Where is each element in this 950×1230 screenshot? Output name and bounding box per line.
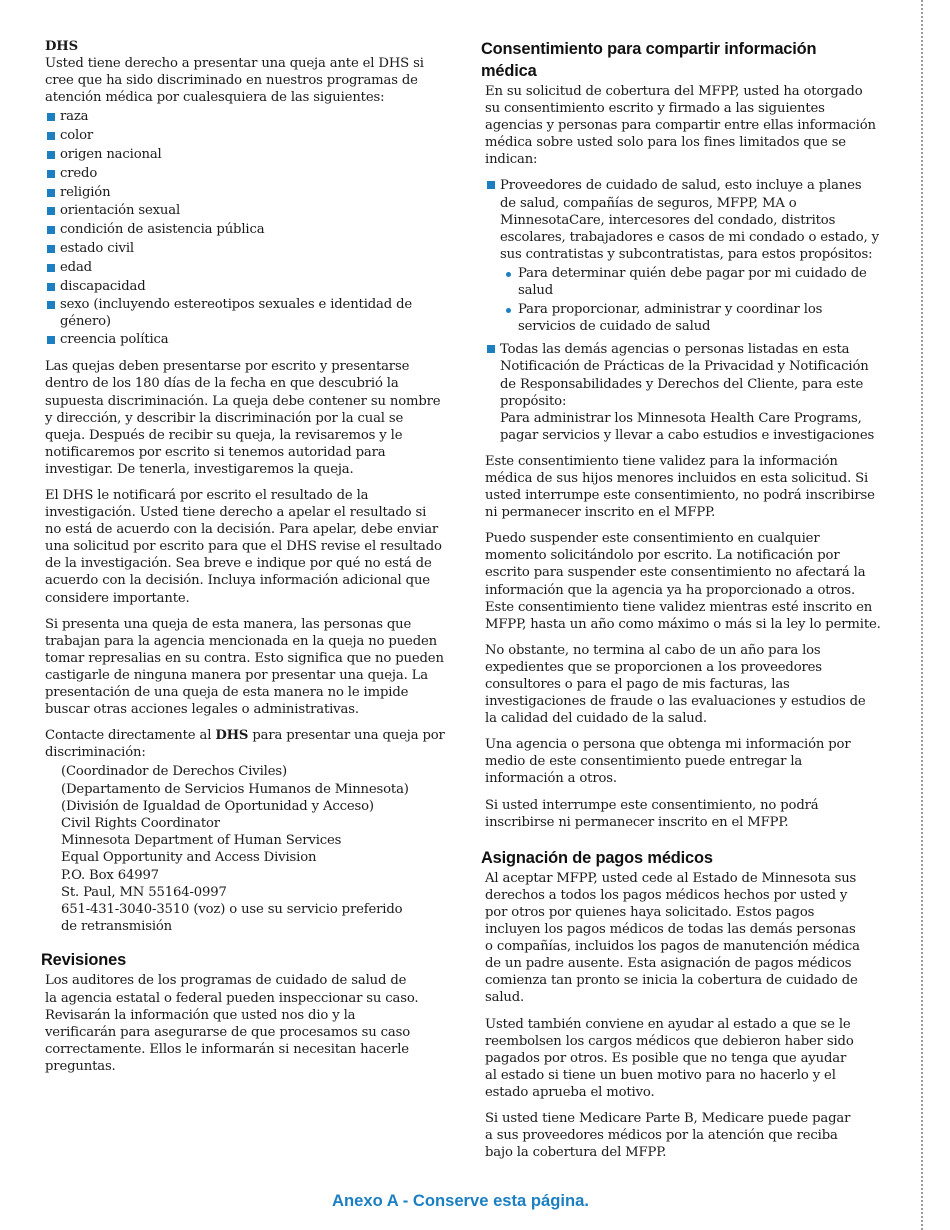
providers-text: Proveedores de cuidado de salud, esto incluye a planes de salud, compañías de seguros, MFPP, MA o MinnesotaCare, intercesores del condado, distritos escolares, trabajadores e casos de mi condado o estado, y sus contratistas y subcontratistas, para estos propósitos: <box>500 178 879 262</box>
consent-paragraph: Este consentimiento tiene validez para la información médica de sus hijos menores incluidos en esta solicitud. Si usted interrumpe este consentimiento, no podrá inscribirse ni permanecer inscrito en el MFPP. <box>485 453 875 521</box>
right-column <box>481 38 881 1170</box>
address-line: (Coordinador de Derechos Civiles) <box>61 764 287 780</box>
list-item: condición de asistencia pública <box>45 221 445 240</box>
perforation-line <box>921 0 923 1230</box>
phone-line: 651-431-3040-3510 (voz) o use su servicio preferido de retransmisión <box>61 902 403 935</box>
dhs-intro: Usted tiene derecho a presentar una queja ante el DHS si cree que ha sido discriminado en nuestros programas de atención médica por cualesquiera de las siguientes: <box>45 56 424 106</box>
consent-paragraph: Si usted interrumpe este consentimiento, no podrá inscribirse ni permanecer inscrito en el MFPP. <box>485 797 819 830</box>
contact-agency: DHS <box>215 728 249 744</box>
list-item: color <box>45 127 445 146</box>
contact-text-post: para presentar una queja por discriminación: <box>45 728 445 761</box>
providers-purposes-list <box>500 265 881 335</box>
assignment-paragraph: Al aceptar MFPP, usted cede al Estado de Minnesota sus derechos a todos los pagos médicos hechos por usted y por otros por quienes haya solicitado. Estos pagos incluyen los pagos médicos de todas las demás personas o compañías, incluidos los pagos de manutención médica de un padre ausente. Esta asignación de pagos médicos comienza tan pronto se inicia la cobertura de cuidado de salud. <box>485 870 860 1006</box>
consent-paragraph: Puedo suspender este consentimiento en cualquier momento solicitándolo por escrito. La notificación por escrito para suspender este consentimiento no afectará la información que la agencia ya ha proporcionado a otros. Este consentimiento tiene validez mientras esté inscrito en MFPP, hasta un año como máximo o más si la ley lo permite. <box>485 531 881 632</box>
assignment-heading: Asignación de pagos médicos <box>481 848 713 867</box>
consent-intro: En su solicitud de cobertura del MFPP, usted ha otorgado su consentimiento escrito y firmado a las siguientes agencias y personas para compartir entre ellas información médica sobre usted solo para los fines limitados que se indican: <box>485 84 876 168</box>
dhs-label: DHS <box>45 39 78 54</box>
list-item-providers <box>485 177 881 335</box>
contact-text-pre: Contacte directamente al <box>45 728 216 744</box>
consent-parties-list <box>485 177 881 443</box>
list-item: religión <box>45 184 445 203</box>
consent-heading: Consentimiento para compartir información médica <box>481 40 817 80</box>
consent-paragraph: Una agencia o persona que obtenga mi información por medio de este consentimiento puede entregar la información a otros. <box>485 737 851 787</box>
list-item: edad <box>45 259 445 278</box>
page-footer: Anexo A - Conserve esta página. <box>332 1191 589 1210</box>
list-item: estado civil <box>45 240 445 259</box>
left-column <box>41 38 445 1084</box>
revisiones-heading: Revisiones <box>41 951 127 970</box>
list-item: discapacidad <box>45 278 445 297</box>
list-item-agencies <box>485 341 881 444</box>
list-item: credo <box>45 165 445 184</box>
agencies-text: Todas las demás agencias o personas listadas en esta Notificación de Prácticas de la Privacidad y Notificación de Responsabilidades y Derechos del Cliente, para este propósito: <box>500 342 869 409</box>
address-line: Equal Opportunity and Access Division <box>61 850 317 866</box>
list-item: Para proporcionar, administrar y coordinar los servicios de cuidado de salud <box>500 301 881 335</box>
agencies-purpose: Para administrar los Minnesota Health Care Programs, pagar servicios y llevar a cabo estudios e investigaciones <box>500 410 875 443</box>
consent-paragraph: No obstante, no termina al cabo de un año para los expedientes que se proporcionen a los proveedores consultores o para el pago de mis facturas, las investigaciones de fraude o las evaluaciones y estudios de la calidad del cuidado de la salud. <box>485 642 866 727</box>
address-line: Minnesota Department of Human Services <box>61 833 342 849</box>
mailing-address <box>45 763 445 935</box>
discrimination-grounds-list <box>45 108 445 349</box>
appeal-paragraph: El DHS le notificará por escrito el resultado de la investigación. Usted tiene derecho a apelar el resultado si no está de acuerdo con la decisión. Para apelar, debe enviar una solicitud por escrito para que el DHS revise el resultado de la investigación. Sea breve e indique por qué no está de acuerdo con la decisión. Incluya información adicional que considere importante. <box>45 487 442 606</box>
contact-paragraph <box>45 727 445 761</box>
assignment-paragraph: Si usted tiene Medicare Parte B, Medicare puede pagar a sus proveedores médicos por la atención que reciba bajo la cobertura del MFPP. <box>485 1110 851 1161</box>
list-item: creencia política <box>45 331 445 350</box>
revisiones-paragraph: Los auditores de los programas de cuidado de salud de la agencia estatal o federal pueden inspeccionar su caso. Revisarán la información que usted nos dio y la verificarán para asegurarse de que procesamos su caso correctamente. Ellos le informarán si necesitan hacerle preguntas. <box>45 973 419 1074</box>
list-item: Para determinar quién debe pagar por mi cuidado de salud <box>500 265 881 299</box>
address-line: P.O. Box 64997 <box>61 867 159 883</box>
assignment-paragraph: Usted también conviene en ayudar al estado a que se le reembolsen los cargos médicos que debieron haber sido pagados por otros. Es posible que no tenga que ayudar al estado si tiene un buen motivo para no hacerlo y el estado aprueba el motivo. <box>485 1016 854 1100</box>
address-line: (División de Igualdad de Oportunidad y Acceso) <box>61 798 374 814</box>
address-line: (Departamento de Servicios Humanos de Minnesota) <box>61 781 409 797</box>
address-line: Civil Rights Coordinator <box>61 816 220 831</box>
address-line: St. Paul, MN 55164-0997 <box>61 884 227 900</box>
list-item: sexo (incluyendo estereotipos sexuales e identidad de género) <box>45 296 445 330</box>
list-item: orientación sexual <box>45 202 445 221</box>
list-item: origen nacional <box>45 146 445 165</box>
complaint-filing-paragraph: Las quejas deben presentarse por escrito y presentarse dentro de los 180 días de la fecha en que descubrió la supuesta discriminación. La queja debe contener su nombre y dirección, y describir la discriminación por la cual se queja. Después de recibir su queja, la revisaremos y le notificaremos por escrito si tenemos autoridad para investigar. De tenerla, investigaremos la queja. <box>45 359 441 477</box>
retaliation-paragraph: Si presenta una queja de esta manera, las personas que trabajan para la agencia mencionada en la queja no pueden tomar represalias en su contra. Esto significa que no pueden castigarle de ninguna manera por presentar una queja. La presentación de una queja de esta manera no le impide buscar otras acciones legales o administrativas. <box>45 616 444 718</box>
list-item: raza <box>45 108 445 127</box>
